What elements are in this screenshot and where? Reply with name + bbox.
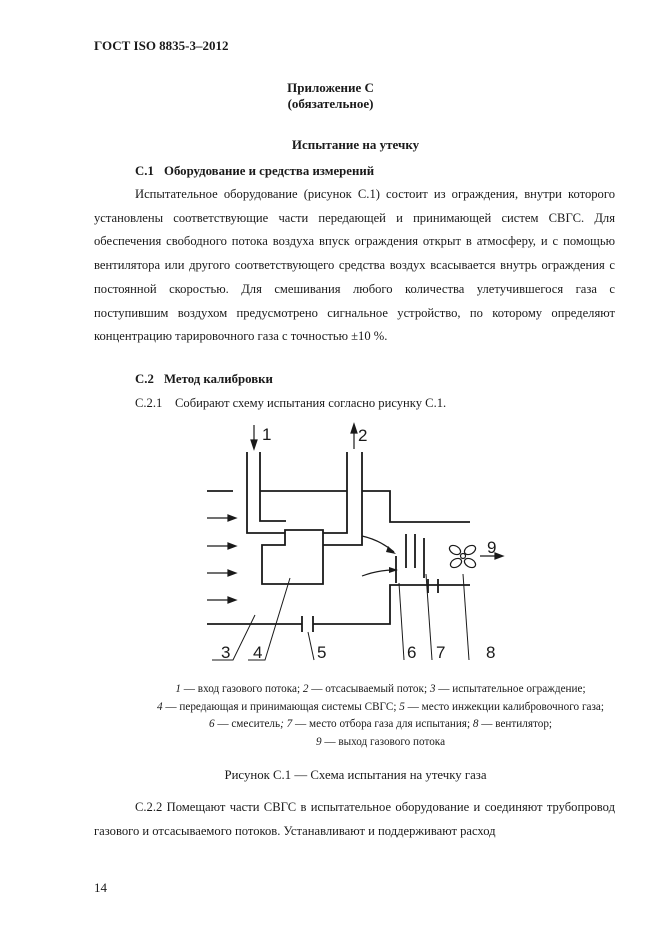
appendix-status: (обязательное): [287, 96, 374, 111]
sampling-point: [428, 579, 438, 593]
legend-text-5: — место инжекции калибровочного газа;: [404, 700, 604, 713]
legend-num-4: 4: [157, 700, 163, 713]
legend-text-4: — передающая и принимающая системы СВГС;: [162, 700, 400, 713]
label-2: 2: [358, 426, 368, 445]
leader-lines: [212, 574, 469, 660]
label-1: 1: [262, 425, 272, 444]
legend-text-1: — вход газового потока;: [181, 683, 303, 695]
c21-text: Собирают схему испытания согласно рисунку С.1.: [175, 396, 447, 410]
legend-text-3: — испытательное ограждение;: [435, 683, 586, 695]
page-number: 14: [94, 880, 107, 895]
legend-text-2: — отсасываемый поток;: [308, 683, 430, 695]
c22-number: С.2.2: [135, 800, 163, 814]
document-header: ГОСТ ISO 8835-3–2012: [94, 38, 229, 53]
legend-line-3: 6 — смеситель; 7 — место отбора газа для испытания; 8 — вентилятор;: [208, 718, 553, 730]
c21-number: С.2.1: [135, 396, 163, 410]
appendix-title: Приложение С: [287, 80, 374, 95]
svgs-system-box: [262, 530, 323, 584]
c1-title: Оборудование и средства измерений: [164, 164, 375, 178]
legend-text-7: — место отбора газа для испытания;: [292, 718, 473, 730]
legend-num-9: 9: [315, 735, 322, 748]
legend-num-6: 6: [208, 718, 215, 730]
legend-num-2: 2: [302, 683, 309, 695]
legend-text-6: — смеситель: [214, 718, 281, 730]
c1-paragraph: Испытательное оборудование (рисунок С.1) состоит из ограждения, внутри которого установлены соответствующие части передающей и принимающей систем СВГС. Для обеспечения свободного потока воздуха впуск ограждения открыт в атмосферу, и с помощью вентилятора или другого соответствующего средства воздух всасывается внутрь ограждения с постоянной скоростью. Для смешивания любого количества улетучившегося газа с поступившим воздухом предусмотрено сигнальное устройство, по которому определяют концентрацию тарировочного газа с точностью ±10 %.: [94, 187, 615, 344]
legend-num-7: 7: [286, 718, 293, 730]
label-9: 9: [487, 538, 497, 557]
legend-line-1: [138, 681, 623, 699]
legend-num-1: 1: [175, 683, 181, 695]
fan-icon: [448, 544, 477, 570]
figure-legend: [138, 681, 623, 751]
c2-title: Метод калибровки: [164, 372, 273, 386]
inlet-pipe: [247, 452, 286, 533]
c22-text: Помещают части СВГС в испытательное оборудование и соединяют трубопровод газового и отсасываемого потоков. Устанавливают и поддерживают расход: [94, 800, 615, 838]
label-3: 3: [221, 643, 231, 662]
figure-title: Рисунок С.1 — Схема испытания на утечку газа: [224, 768, 487, 782]
c22-paragraph: [94, 796, 615, 843]
legend-num-5: 5: [399, 700, 405, 713]
c1-number: С.1: [135, 164, 154, 178]
inflow-arrows: [207, 515, 236, 603]
label-6: 6: [407, 643, 417, 662]
section-title: Испытание на утечку: [291, 137, 420, 152]
injection-point: [302, 616, 313, 632]
outlet-pipe: [323, 452, 362, 545]
label-4: 4: [253, 643, 263, 662]
legend-num-8: 8: [472, 718, 479, 730]
legend-line-4: [138, 734, 623, 752]
arrow-1: [251, 425, 257, 449]
legend-text-9: — выход газового потока: [321, 735, 446, 748]
label-7: 7: [436, 643, 446, 662]
legend-text-8: — вентилятор;: [478, 718, 553, 730]
label-5: 5: [317, 643, 327, 662]
label-8: 8: [486, 643, 496, 662]
c2-number: С.2: [135, 372, 154, 386]
mixer: [396, 534, 424, 583]
arrow-2: [351, 424, 357, 449]
legend-line-2: [138, 699, 623, 717]
enclosure-bottom-wall: [207, 585, 470, 624]
legend-num-3: 3: [429, 683, 436, 695]
